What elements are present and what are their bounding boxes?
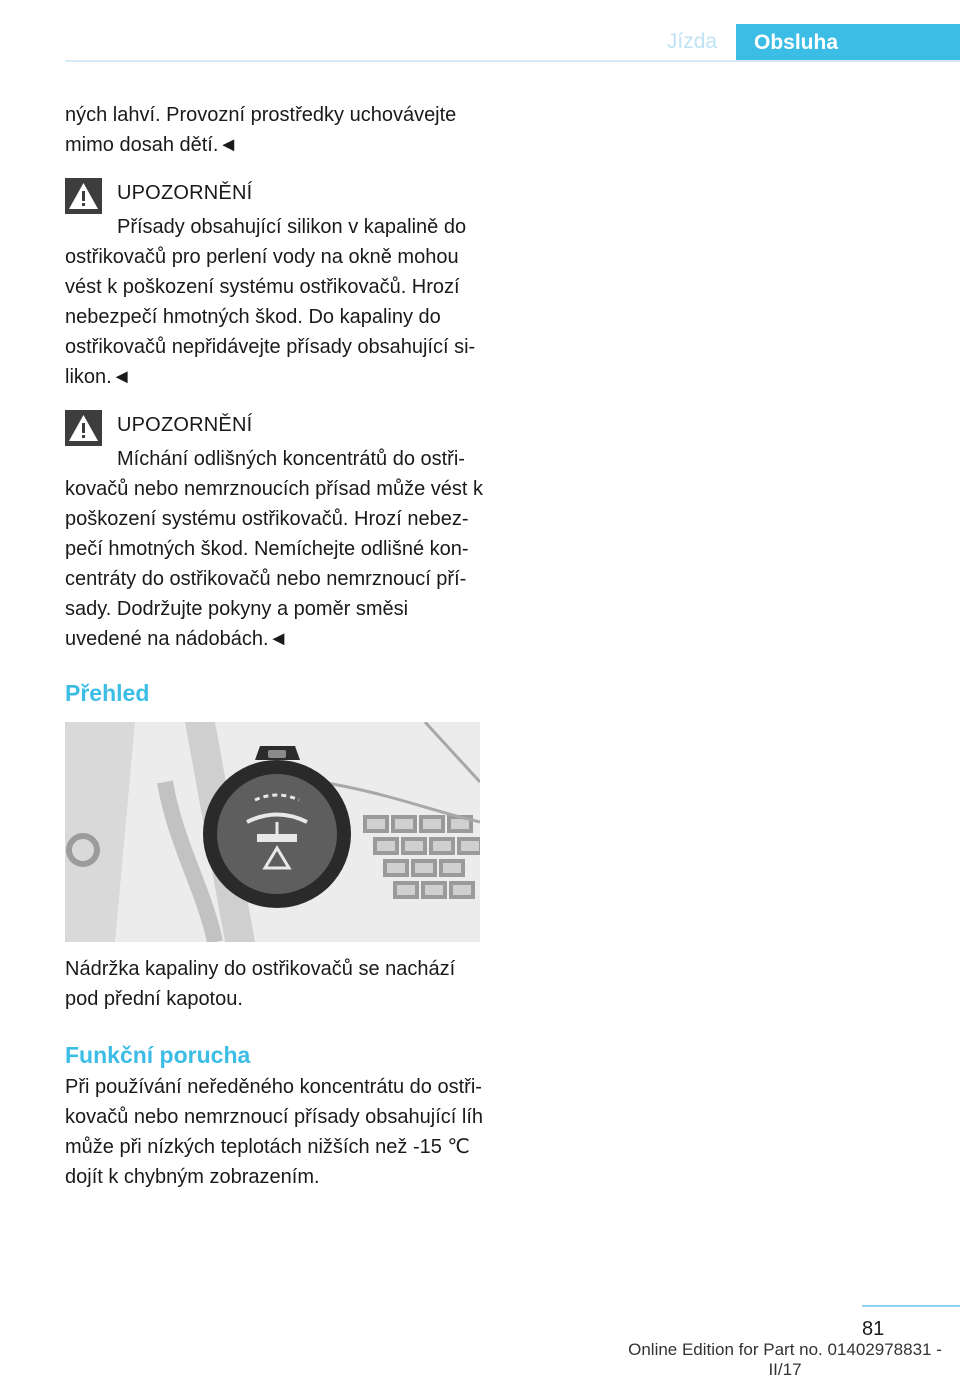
- header-rule: [65, 60, 960, 62]
- warning-title-1: UPOZORNĚNÍ: [117, 182, 253, 204]
- footer-rule: [862, 1305, 960, 1307]
- section-heading-overview: Přehled: [65, 680, 150, 706]
- warning-text-1: Přísady obsahující silikon v kapalině do ostřikovačů pro perlení vody na okně mohou vést k poškození systému ostřikovačů. Hrozí nebezpečí hmotných škod. Do kapaliny do ostřikovačů nepřidávejte přísady obsahující silikon.◄: [65, 216, 476, 388]
- section-heading-malfunction: Funkční porucha: [65, 1042, 251, 1068]
- warning-title-2: UPOZORNĚNÍ: [117, 414, 253, 436]
- warning-triangle-icon: [65, 410, 102, 446]
- warning-block-2: [65, 410, 485, 654]
- washer-reservoir-illustration: [65, 722, 480, 942]
- figure-caption: Nádržka kapaliny do ostřikovačů se nachází pod přední kapotou.: [65, 958, 456, 1010]
- warning-block-1: [65, 178, 485, 392]
- malfunction-paragraph: Při používání neředěného koncentrátu do ostřikovačů nebo nemrznoucí přísady obsahující líh může při nízkých teplotách nižších než -15 ℃ dojít k chybným zobrazením.: [65, 1076, 484, 1188]
- warning-text-2: Míchání odlišných koncentrátů do ostřikovačů nebo nemrznoucích přísad může vést k poškození systému ostřikovačů. Hrozí nebezpečí hmotných škod. Nemíchejte odlišné koncentráty do ostřikovačů nebo nemrznoucí přísady. Dodržujte pokyny a poměr směsi uvedené na nádobách.◄: [65, 448, 483, 650]
- warning-triangle-icon: [65, 178, 102, 214]
- washer-reservoir-image: [65, 722, 480, 942]
- tab-jizda[interactable]: Jízda: [666, 30, 718, 53]
- tab-obsluha[interactable]: Obsluha: [736, 24, 960, 60]
- edition-note: Online Edition for Part no. 01402978831 - II/17: [628, 1340, 942, 1379]
- intro-paragraph: ných lahví. Provozní prostředky uchovávejte mimo dosah dětí.◄: [65, 104, 457, 156]
- page-number: 81: [862, 1318, 885, 1340]
- page-content: [65, 100, 485, 1192]
